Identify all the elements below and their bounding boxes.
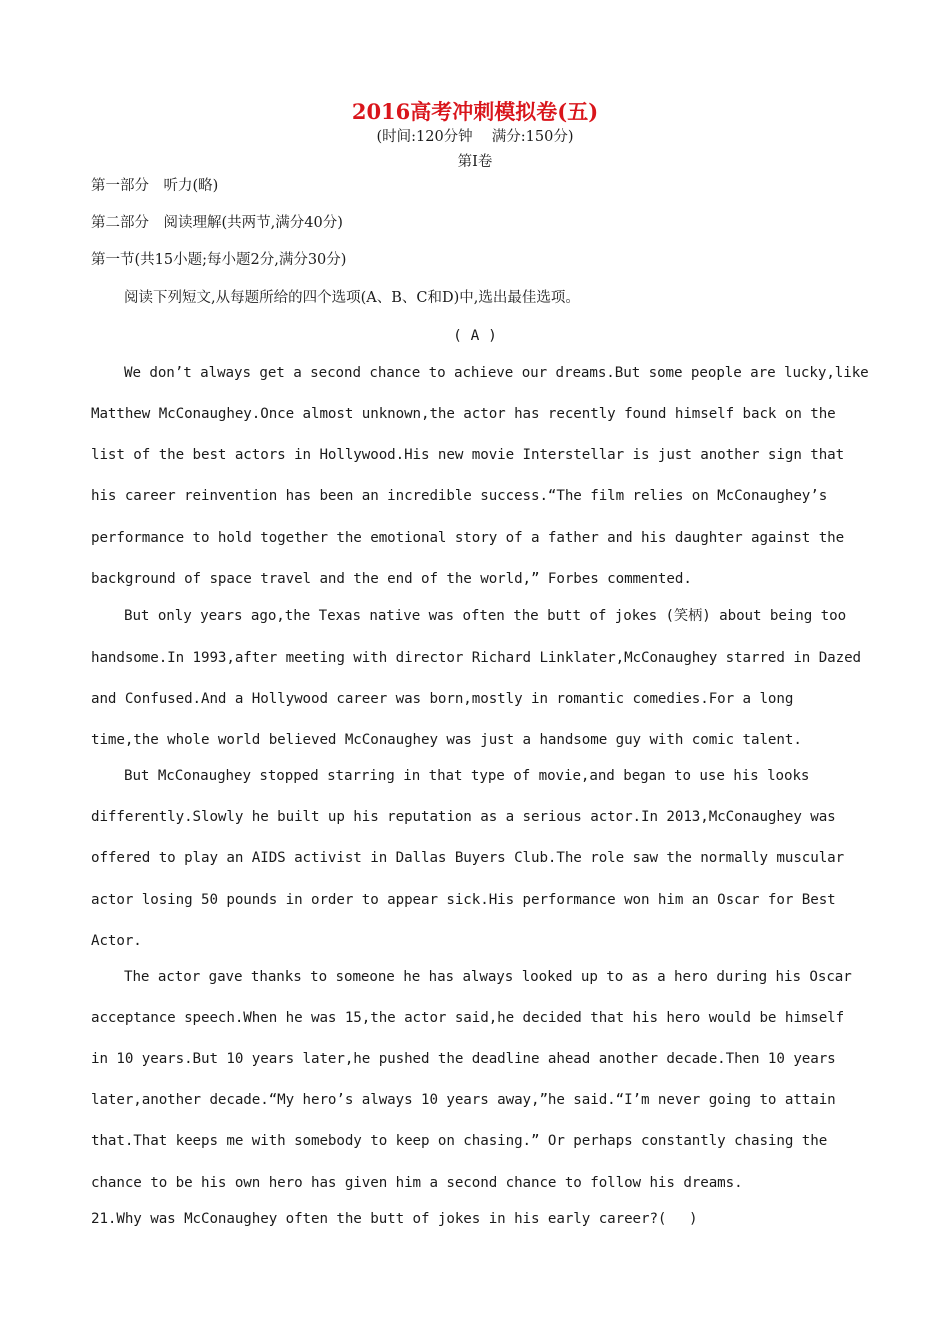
- part-one-heading: 第一部分 听力(略): [91, 178, 219, 194]
- passage-line: performance to hold together the emotional story of a father and his daughter against the: [91, 530, 845, 546]
- passage-line: acceptance speech.When he was 15,the actor said,he decided that his hero would be himself: [91, 1010, 845, 1026]
- passage-line: But McConaughey stopped starring in that type of movie,and began to use his looks: [124, 768, 810, 784]
- passage-line: Actor.: [91, 933, 142, 949]
- passage-line: Matthew McConaughey.Once almost unknown,the actor has recently found himself back on the: [91, 406, 836, 422]
- passage-label: ( A ): [453, 328, 497, 344]
- exam-time-score: (时间:120分钟 满分:150分): [376, 129, 574, 145]
- part-two-heading: 第二部分 阅读理解(共两节,满分40分): [91, 215, 343, 231]
- passage-line: But only years ago,the Texas native was often the butt of jokes (笑柄) about being too: [124, 608, 847, 624]
- section-one-heading: 第一节(共15小题;每小题2分,满分30分): [91, 252, 347, 268]
- passage-line: his career reinvention has been an incredible success.“The film relies on McConaughey’s: [91, 488, 828, 504]
- passage-line: in 10 years.But 10 years later,he pushed the deadline ahead another decade.Then 10 years: [91, 1051, 836, 1067]
- instructions: 阅读下列短文,从每题所给的四个选项(A、B、C和D)中,选出最佳选项。: [124, 290, 580, 306]
- passage-line: and Confused.And a Hollywood career was born,mostly in romantic comedies.For a long: [91, 691, 794, 707]
- passage-line: time,the whole world believed McConaughey was just a handsome guy with comic talent.: [91, 732, 802, 748]
- passage-line: differently.Slowly he built up his reputation as a serious actor.In 2013,McConaughey was: [91, 809, 836, 825]
- passage-line: list of the best actors in Hollywood.His new movie Interstellar is just another sign that: [91, 447, 845, 463]
- passage-line: that.That keeps me with somebody to keep on chasing.” Or perhaps constantly chasing the: [91, 1133, 828, 1149]
- passage-line: actor losing 50 pounds in order to appear sick.His performance won him an Oscar for Best: [91, 892, 836, 908]
- passage-line: We don’t always get a second chance to achieve our dreams.But some people are lucky,like: [124, 365, 869, 381]
- passage-line: handsome.In 1993,after meeting with director Richard Linklater,McConaughey starred in Dazed: [91, 650, 862, 666]
- question-21: 21.Why was McConaughey often the butt of jokes in his early career?( ): [91, 1211, 698, 1227]
- passage-line: chance to be his own hero has given him a second chance to follow his dreams.: [91, 1175, 743, 1191]
- passage-line: offered to play an AIDS activist in Dallas Buyers Club.The role saw the normally muscular: [91, 850, 845, 866]
- volume-label: 第Ⅰ卷: [457, 154, 493, 170]
- exam-title: 2016高考冲刺模拟卷(五): [351, 99, 599, 124]
- passage-line: The actor gave thanks to someone he has always looked up to as a hero during his Oscar: [124, 969, 852, 985]
- passage-line: later,another decade.“My hero’s always 10 years away,”he said.“I’m never going to attain: [91, 1092, 836, 1108]
- passage-line: background of space travel and the end of the world,” Forbes commented.: [91, 571, 692, 587]
